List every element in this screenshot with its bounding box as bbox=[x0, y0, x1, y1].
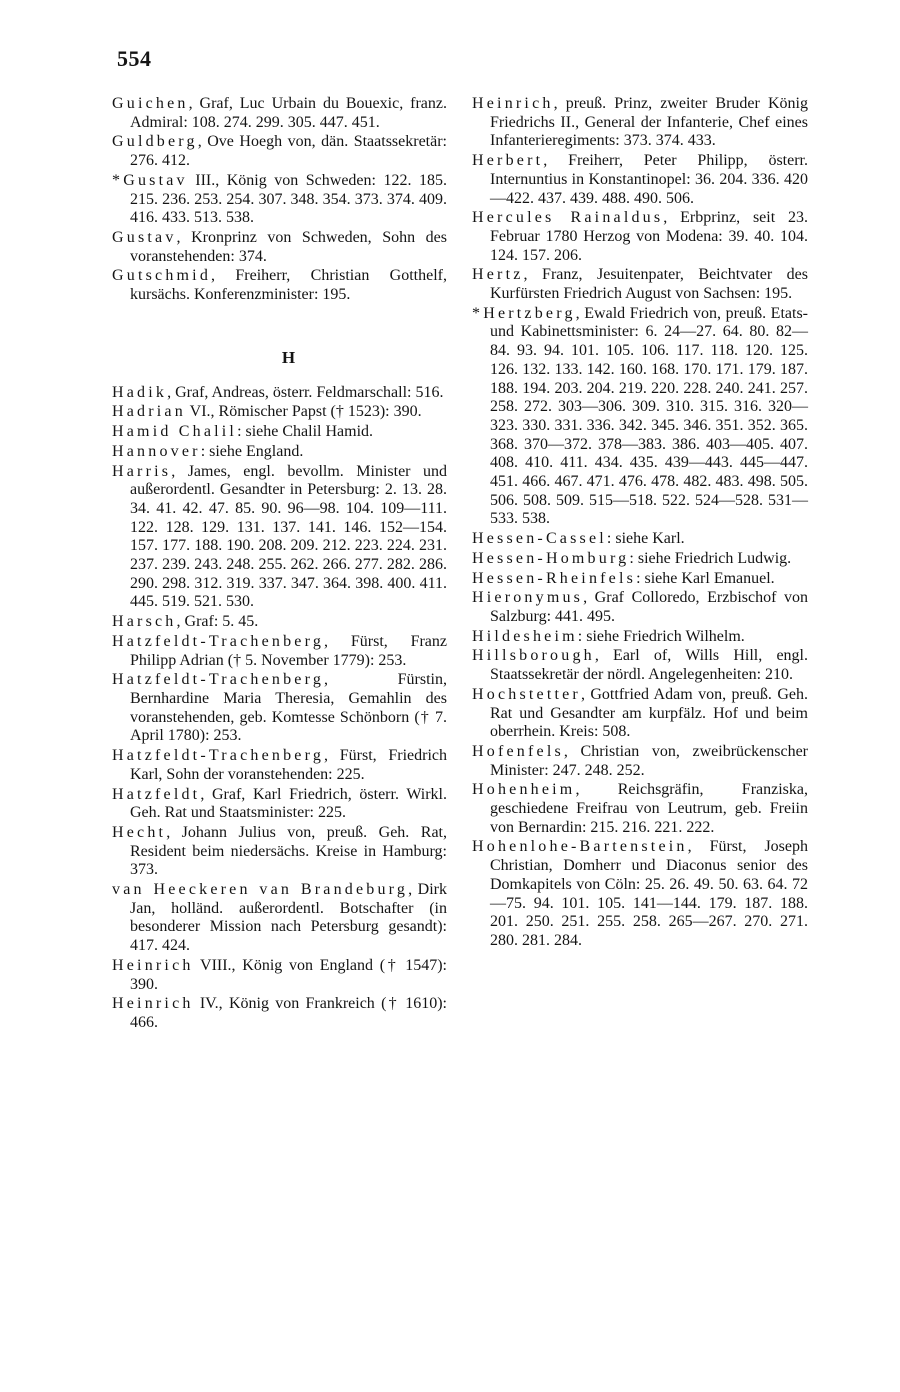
index-entry bbox=[112, 613, 447, 632]
index-entry bbox=[112, 133, 447, 170]
entry-name: Guldberg bbox=[112, 133, 198, 151]
entry-text: , Graf, Karl Friedrich, österr. Wirkl. Geh. Rat und Staatsminister: 225. bbox=[130, 785, 447, 822]
entry-name: Hatzfeldt-Trachenberg bbox=[112, 671, 325, 689]
entry-name: van Heeckeren van Brandeburg bbox=[112, 881, 409, 899]
entry-text: , Gottfried Adam von, preuß. Geh. Rat und Gesandter am kurpfälz. Hof und beim oberrhein. Kreis: 508. bbox=[490, 685, 808, 741]
index-entry bbox=[112, 229, 447, 266]
entry-name: Hannover bbox=[112, 442, 201, 460]
entry-name: Hadik bbox=[112, 383, 168, 401]
index-entry bbox=[112, 384, 447, 403]
entry-text: , Kronprinz von Schweden, Sohn des voranstehenden: 374. bbox=[130, 228, 447, 265]
index-entry bbox=[472, 530, 808, 549]
entry-text: , Johann Julius von, preuß. Geh. Rat, Resident beim niedersächs. Kreise in Hamburg: 373. bbox=[130, 823, 447, 879]
entry-name: Harris bbox=[112, 462, 172, 480]
entry-text: , Earl of, Wills Hill, engl. Staatssekretär der nördl. Angelegenheiten: 210. bbox=[490, 647, 808, 684]
entry-text: : siehe Karl Emanuel. bbox=[636, 569, 775, 587]
index-entry bbox=[472, 152, 808, 208]
index-entry bbox=[112, 403, 447, 422]
index-entry bbox=[112, 995, 447, 1032]
entry-text: , Freiherr, Christian Gotthelf, kursächs. Konferenzminister: 195. bbox=[130, 267, 447, 304]
entry-text: , Graf Colloredo, Erzbischof von Salzburg: 441. 495. bbox=[490, 589, 808, 625]
entry-text: VI., Römischer Papst († 1523): 390. bbox=[185, 403, 422, 421]
entry-name: Heinrich bbox=[112, 956, 194, 974]
index-entry bbox=[472, 550, 808, 569]
entry-name: Herbert bbox=[472, 152, 544, 170]
right-entries bbox=[472, 95, 808, 951]
left-entries-before bbox=[112, 95, 447, 305]
entry-name: Heinrich bbox=[112, 995, 194, 1013]
entry-name: Hatzfeldt-Trachenberg bbox=[112, 632, 325, 650]
index-entry bbox=[112, 957, 447, 994]
entry-name: Hercules Rainaldus bbox=[472, 209, 664, 227]
index-entry bbox=[472, 838, 808, 950]
index-entry bbox=[472, 686, 808, 742]
entry-text: , Fürst, Friedrich Karl, Sohn der voranstehenden: 225. bbox=[130, 747, 447, 783]
index-entry bbox=[472, 589, 808, 626]
index-entry bbox=[472, 266, 808, 303]
entry-text: , preuß. Prinz, zweiter Bruder König Friedrichs II., General der Infanterie, Chef eines Infanterieregiments: 373. 374. 433. bbox=[490, 95, 808, 150]
entry-name: Hessen-Cassel bbox=[472, 530, 607, 548]
entry-text: IV., König von Frankreich († 1610): 466. bbox=[130, 995, 447, 1031]
index-entry bbox=[112, 671, 447, 746]
entry-name: Hecht bbox=[112, 823, 167, 841]
entry-text: , Graf: 5. 45. bbox=[176, 613, 259, 631]
index-entry bbox=[112, 172, 447, 228]
index-entry bbox=[472, 209, 808, 265]
entry-name: Hessen-Homburg bbox=[472, 549, 630, 567]
index-entry bbox=[112, 95, 447, 132]
index-entry bbox=[112, 747, 447, 784]
entry-text: : siehe Chalil Hamid. bbox=[237, 423, 374, 441]
index-entry bbox=[112, 267, 447, 304]
entry-name: Gustav bbox=[112, 228, 177, 246]
index-entry bbox=[472, 570, 808, 589]
entry-name: Harsch bbox=[112, 613, 177, 631]
entry-text: , Fürst, Franz Philipp Adrian († 5. November 1779): 253. bbox=[130, 632, 447, 669]
index-entry bbox=[472, 781, 808, 837]
entry-text: , Graf, Luc Urbain du Bouexic, franz. Admiral: 108. 274. 299. 305. 447. 451. bbox=[130, 95, 447, 131]
entry-text: VIII., König von England († 1547): 390. bbox=[130, 956, 447, 993]
index-entry bbox=[472, 628, 808, 647]
entry-name: Hochstetter bbox=[472, 685, 581, 703]
entry-text: , Freiherr, Peter Philipp, österr. Internuntius in Konstantinopel: 36. 204. 336. 420—422. 437. 439. 488. 490. 506. bbox=[490, 152, 808, 207]
entry-name: Hatzfeldt bbox=[112, 785, 201, 803]
entry-name: Hessen-Rheinfels bbox=[472, 569, 637, 587]
entry-name: Hamid Chalil bbox=[112, 423, 238, 441]
entry-name: Hillsborough bbox=[472, 647, 595, 665]
page-number: 554 bbox=[117, 46, 152, 71]
index-entry bbox=[112, 824, 447, 880]
entry-text: , Erbprinz, seit 23. Februar 1780 Herzog von Modena: 39. 40. 104. 124. 157. 206. bbox=[490, 209, 808, 264]
entry-text: , Dirk Jan, holländ. außerordentl. Botschafter (in besonderer Mission nach Petersburg gesandt): 417. 424. bbox=[130, 881, 448, 955]
entry-name: Gutschmid bbox=[112, 267, 212, 285]
index-entry bbox=[112, 423, 447, 442]
entry-text: , James, engl. bevollm. Minister und außerordentl. Gesandter in Petersburg: 2. 13. 28. 34. 41. 42. 47. 85. 90. 96—98. 104. 109—111. 122. 128. 129. 131. 137. 141. 146. 152—154. 157. 177. 188. 190. 208. 209. 212. 223. 224. 231. 237. 239. 243. 248. 255. 262. 266. 277. 282. 286. 290. 298. 312. 319. 337. 347. 364. 398. 400. 411. 445. 519. 521. 530. bbox=[130, 462, 447, 611]
entry-text: , Fürstin, Bernhardine Maria Theresia, Gemahlin des voranstehenden, geb. Komtesse Schönborn († 7. April 1780): 253. bbox=[130, 671, 447, 745]
left-column bbox=[112, 95, 447, 1034]
entry-name: Hatzfeldt-Trachenberg bbox=[112, 747, 325, 765]
entry-text: : siehe England. bbox=[200, 442, 304, 460]
index-entry bbox=[112, 881, 447, 956]
index-entry bbox=[472, 305, 808, 529]
entry-text: , Franz, Jesuitenpater, Beichtvater des Kurfürsten Friedrich August von Sachsen: 195. bbox=[490, 266, 808, 303]
section-heading: H bbox=[281, 347, 296, 367]
entry-name: *Hertzberg bbox=[472, 304, 576, 322]
entry-text: : siehe Karl. bbox=[606, 530, 685, 548]
entry-text: , Christian von, zweibrückenscher Minister: 247. 248. 252. bbox=[490, 742, 808, 779]
entry-name: Hohenlohe-Bartenstein bbox=[472, 838, 688, 856]
entry-text: : siehe Friedrich Wilhelm. bbox=[577, 627, 745, 645]
entry-name: Hadrian bbox=[112, 403, 186, 421]
entry-name: Guichen bbox=[112, 95, 189, 112]
entry-text: , Ewald Friedrich von, preuß. Etats- und Kabinettsminister: 6. 24—27. 64. 80. 82—84. 93. 94. 101. 105. 106. 117. 118. 120. 125. 126. 132. 133. 142. 160. 168. 170. 171. 179. 187. 188. 194. 203. 204. 219. 220. 228. 240. 241. 257. 258. 272. 303—306. 309. 310. 315. 316. 320—323. 330. 331. 336. 342. 345. 346. 351. 352. 365. 368. 370—372. 378—383. 386. 403—405. 407. 408. 410. 411. 434. 435. 439—443. 445—447. 451. 466. 467. 471. 476. 478. 482. 483. 498. 505. 506. 508. 509. 515—518. 522. 524—528. 531—533. 538. bbox=[490, 304, 808, 528]
entry-text: , Fürst, Joseph Christian, Domherr und Diaconus senior des Domkapitels von Cöln: 25. 26. 49. 50. 63. 64. 72—75. 94. 101. 105. 141—144. 179. 187. 188. 201. 250. 251. 255. 258. 265—267. 270. 271. 280. 281. 284. bbox=[490, 838, 808, 949]
entry-text: : siehe Friedrich Ludwig. bbox=[629, 549, 792, 567]
index-entry bbox=[112, 463, 447, 613]
index-entry bbox=[472, 743, 808, 780]
left-entries-after bbox=[112, 384, 447, 1033]
entry-name: Hieronymus bbox=[472, 589, 584, 607]
entry-name: Hertz bbox=[472, 266, 524, 284]
entry-name: Hofenfels bbox=[472, 742, 564, 760]
index-entry bbox=[472, 95, 808, 151]
right-column bbox=[472, 95, 808, 952]
entry-name: Heinrich bbox=[472, 95, 554, 112]
index-entry bbox=[472, 647, 808, 684]
entry-text: , Ove Hoegh von, dän. Staatssekretär: 276. 412. bbox=[130, 133, 447, 170]
entry-name: Hildesheim bbox=[472, 627, 578, 645]
entry-name: Hohenheim bbox=[472, 781, 576, 799]
index-entry bbox=[112, 443, 447, 462]
entry-text: , Reichsgräfin, Franziska, geschiedene Freifrau von Leutrum, geb. Freiin von Bernardin: 215. 216. 221. 222. bbox=[490, 781, 808, 836]
index-entry bbox=[112, 633, 447, 670]
entry-name: *Gustav bbox=[112, 171, 188, 189]
index-entry bbox=[112, 786, 447, 823]
entry-text: III., König von Schweden: 122. 185. 215. 236. 253. 254. 307. 348. 354. 373. 374. 409. 416. 433. 513. 538. bbox=[130, 171, 447, 227]
entry-text: , Graf, Andreas, österr. Feldmarschall: 516. bbox=[167, 383, 444, 401]
